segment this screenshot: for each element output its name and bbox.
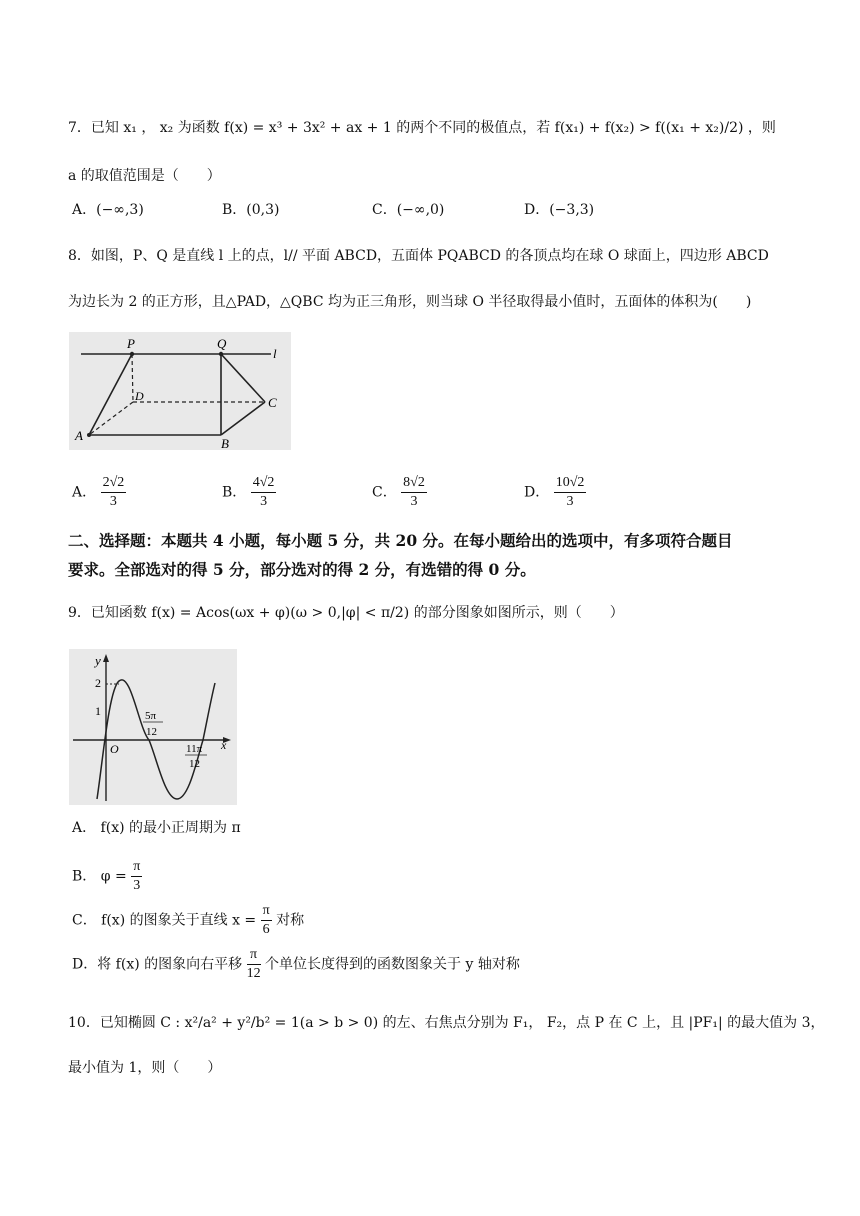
q9-option-b-den: 3	[133, 878, 141, 893]
q8-option-c-den: 3	[410, 494, 418, 509]
q7-option-c: C．(−∞,0)	[372, 202, 445, 218]
q8-stem-line1: 8．如图，P、Q 是直线 l 上的点，l// 平面 ABCD，五面体 PQABCD 的各顶点均在球 O 球面上，四边形 ABCD	[68, 248, 769, 264]
q8-option-d-letter: D．	[524, 484, 550, 501]
q10-stem-line1: 10．已知椭圆 C : x²/a² + y²/b² = 1(a > b > 0) 的左、右焦点分别为 F₁， F₂，点 P 在 C 上，且 |PF₁| 的最大值为 3，	[68, 1015, 825, 1031]
q8-option-b-fraction	[251, 474, 277, 511]
q9-option-c-den: 6	[262, 922, 270, 937]
q8-label-b: B	[221, 436, 229, 450]
q7-stem-line1: 7．已知 x₁ ， x₂ 为函数 f(x) = x³ + 3x² + ax + 1 的两个不同的极值点，若 f(x₁) + f(x₂) > f((x₁ + x₂)/2) ，则	[68, 120, 776, 136]
q8-option-a	[72, 474, 126, 511]
q8-option-b	[222, 474, 276, 511]
q9-option-d-fraction	[247, 946, 261, 983]
q9-option-b-num: π	[131, 858, 142, 877]
q7-option-a: A．(−∞,3)	[72, 202, 144, 218]
q8-option-d-den: 3	[566, 494, 574, 509]
q8-label-a: A	[75, 428, 83, 443]
q9-cosine-graph	[69, 649, 237, 805]
q9-option-d-suffix: 个单位长度得到的函数图象关于 y 轴对称	[265, 956, 520, 973]
q9-option-d-prefix: D．将 f(x) 的图象向右平移	[72, 956, 243, 973]
q9-label-12a: 12	[146, 726, 157, 738]
q9-option-c-fraction	[261, 902, 272, 939]
q8-option-d	[524, 474, 586, 511]
q9-label-1: 1	[95, 704, 101, 718]
section2-heading-line1: 二、选择题：本题共 4 小题，每小题 5 分，共 20 分。在每小题给出的选项中，有多项符合题目	[68, 531, 733, 550]
q8-option-b-den: 3	[260, 494, 268, 509]
q9-stem: 9．已知函数 f(x) = Acos(ωx + φ)(ω > 0,|φ| < π/2) 的部分图象如图所示，则（ ）	[68, 605, 624, 621]
q8-option-d-num: 10√2	[554, 474, 587, 493]
q8-option-a-den: 3	[109, 494, 117, 509]
q9-option-d-den: 12	[246, 966, 261, 981]
q8-stem-line2: 为边长为 2 的正方形，且△PAD，△QBC 均为正三角形，则当球 O 半径取得最小值时，五面体的体积为( )	[68, 294, 752, 310]
q7-option-b: B．(0,3)	[222, 202, 280, 218]
q8-option-a-letter: A．	[72, 484, 97, 501]
section2-heading-line2: 要求。全部选对的得 5 分，部分选对的得 2 分，有选错的得 0 分。	[68, 560, 536, 579]
q8-label-q: Q	[217, 336, 227, 351]
q8-label-d: D	[135, 389, 144, 403]
q9-option-c-prefix: C． f(x) 的图象关于直线 x =	[72, 912, 257, 929]
q9-label-x: x	[221, 738, 227, 752]
q10-stem-line2: 最小值为 1，则（ ）	[68, 1060, 222, 1076]
q8-option-c	[372, 474, 427, 511]
q8-option-a-fraction	[101, 474, 127, 511]
q8-option-c-letter: C．	[372, 484, 397, 501]
q9-option-b	[72, 858, 142, 895]
q9-option-c	[72, 902, 304, 939]
q9-option-c-num: π	[261, 902, 272, 921]
q8-option-c-num: 8√2	[401, 474, 427, 493]
q9-label-12b: 12	[189, 758, 200, 770]
q9-label-y: y	[95, 653, 101, 668]
q9-label-5pi: 5π	[145, 710, 157, 722]
q9-label-origin: O	[110, 742, 119, 756]
q8-label-l: l	[273, 346, 277, 361]
q8-option-a-num: 2√2	[101, 474, 127, 493]
q8-option-d-fraction	[554, 474, 587, 511]
q9-label-2: 2	[95, 676, 101, 690]
q8-option-c-fraction	[401, 474, 427, 511]
q7-option-d: D．(−3,3)	[524, 202, 595, 218]
q8-option-b-num: 4√2	[251, 474, 277, 493]
q9-option-b-prefix: B． φ =	[72, 868, 127, 885]
q9-option-b-fraction	[131, 858, 142, 895]
q7-stem-line2: a 的取值范围是（ ）	[68, 168, 221, 184]
q9-label-11pi: 11π	[186, 743, 203, 755]
q8-label-p: P	[127, 336, 135, 351]
q8-label-c: C	[268, 395, 277, 410]
q9-option-d	[72, 946, 520, 983]
q9-option-c-suffix: 对称	[276, 912, 305, 929]
q8-pentahedron-figure	[69, 332, 291, 450]
q8-option-b-letter: B．	[222, 484, 247, 501]
q9-option-a: A． f(x) 的最小正周期为 π	[72, 820, 241, 836]
q9-option-d-num: π	[247, 946, 261, 965]
